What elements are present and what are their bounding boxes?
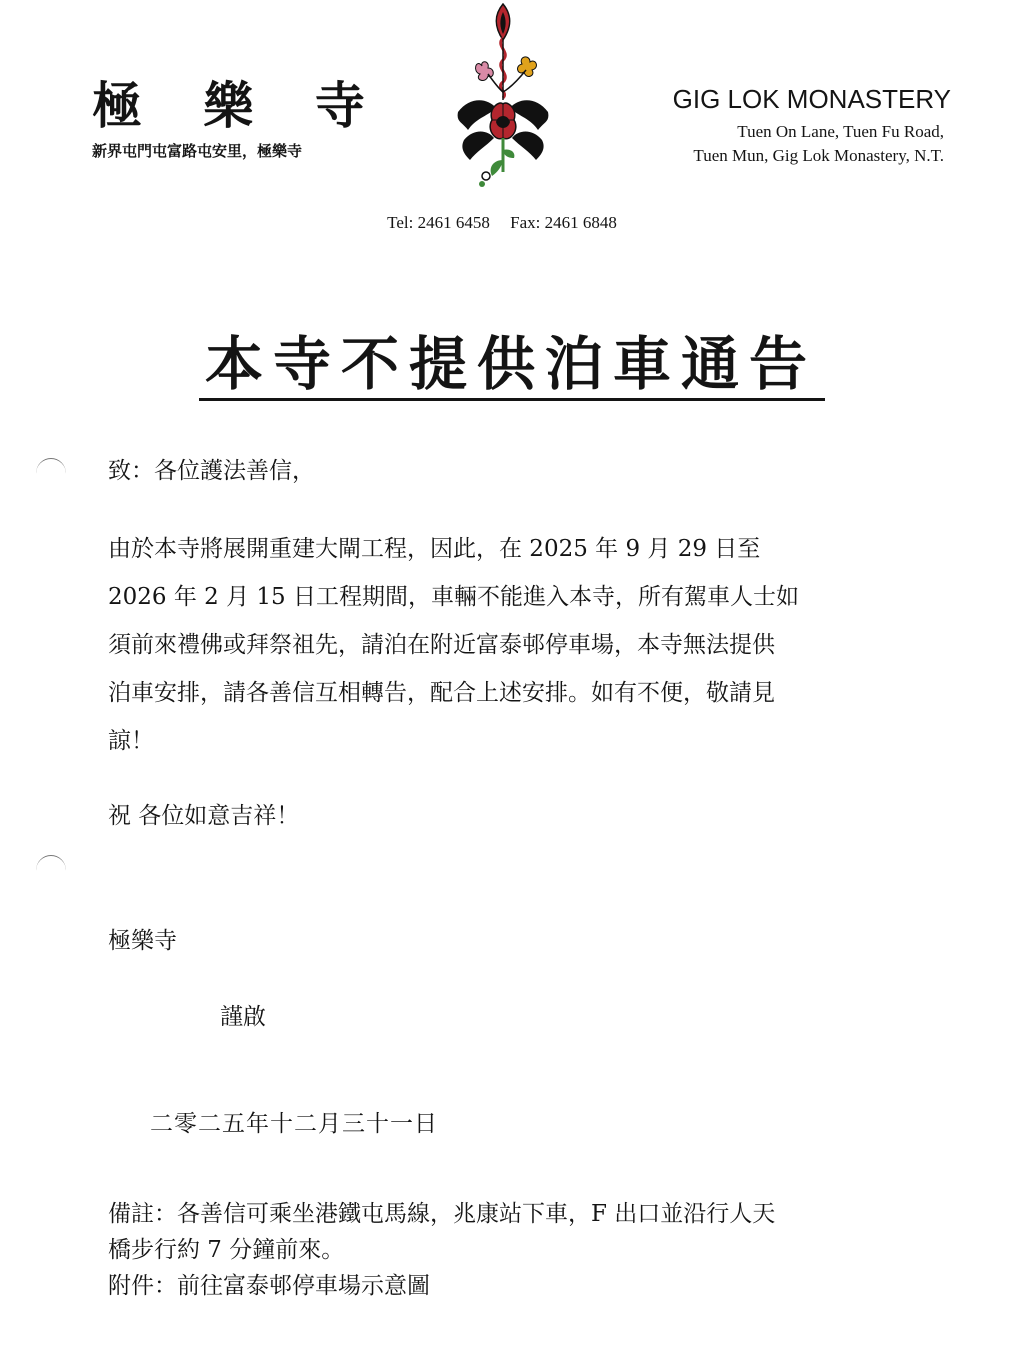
body-line: 泊車安排，請各善信互相轉告，配合上述安排。如有不便，敬請見: [108, 680, 775, 706]
signature-organization: 極樂寺: [108, 928, 177, 954]
body-line: 須前來禮佛或拜祭祖先，請泊在附近富泰邨停車場，本寺無法提供: [108, 632, 775, 658]
punch-hole-mark: [36, 855, 66, 886]
lotus-vajra-emblem-icon: [448, 0, 558, 192]
notes-section: [108, 1196, 775, 1304]
monastery-address-chinese: 新界屯門屯富路屯安里，極樂寺: [92, 142, 303, 160]
salutation: 致：各位護法善信，: [108, 458, 315, 484]
body-line: 由於本寺將展開重建大閘工程，因此，在 2025 年 9 月 29 日至: [108, 536, 761, 562]
remark-line: 備註：各善信可乘坐港鐵屯馬線，兆康站下車，F 出口並沿行人天: [108, 1201, 776, 1227]
body-line: 2026 年 2 月 15 日工程期間，車輛不能進入本寺，所有駕車人士如: [108, 584, 799, 610]
address-english-line-1: Tuen On Lane, Tuen Fu Road,: [737, 122, 944, 141]
monastery-address-english: [693, 120, 944, 168]
attachment-line: 附件：前往富泰邨停車場示意圖: [108, 1273, 430, 1299]
contact-line: [0, 212, 1004, 234]
monastery-name-chinese: 極 樂 寺: [92, 77, 387, 135]
signature-closing: 謹啟: [220, 1004, 266, 1030]
blessing: 祝 各位如意吉祥！: [108, 803, 300, 829]
telephone-number: Tel: 2461 6458: [387, 213, 490, 232]
address-english-line-2: Tuen Mun, Gig Lok Monastery, N.T.: [693, 146, 944, 165]
remark-line: 橋步行約 7 分鐘前來。: [108, 1237, 345, 1263]
fax-number: Fax: 2461 6848: [510, 213, 617, 232]
monastery-name-english: GIG LOK MONASTERY: [672, 84, 951, 114]
body-line: 諒！: [108, 728, 154, 754]
notice-title-text: 本寺不提供泊車通告: [199, 330, 825, 401]
signature-date: 二零二五年十二月三十一日: [150, 1111, 438, 1137]
punch-hole-mark: [36, 458, 66, 489]
notice-title: [0, 330, 1024, 414]
notice-body: [108, 525, 799, 765]
